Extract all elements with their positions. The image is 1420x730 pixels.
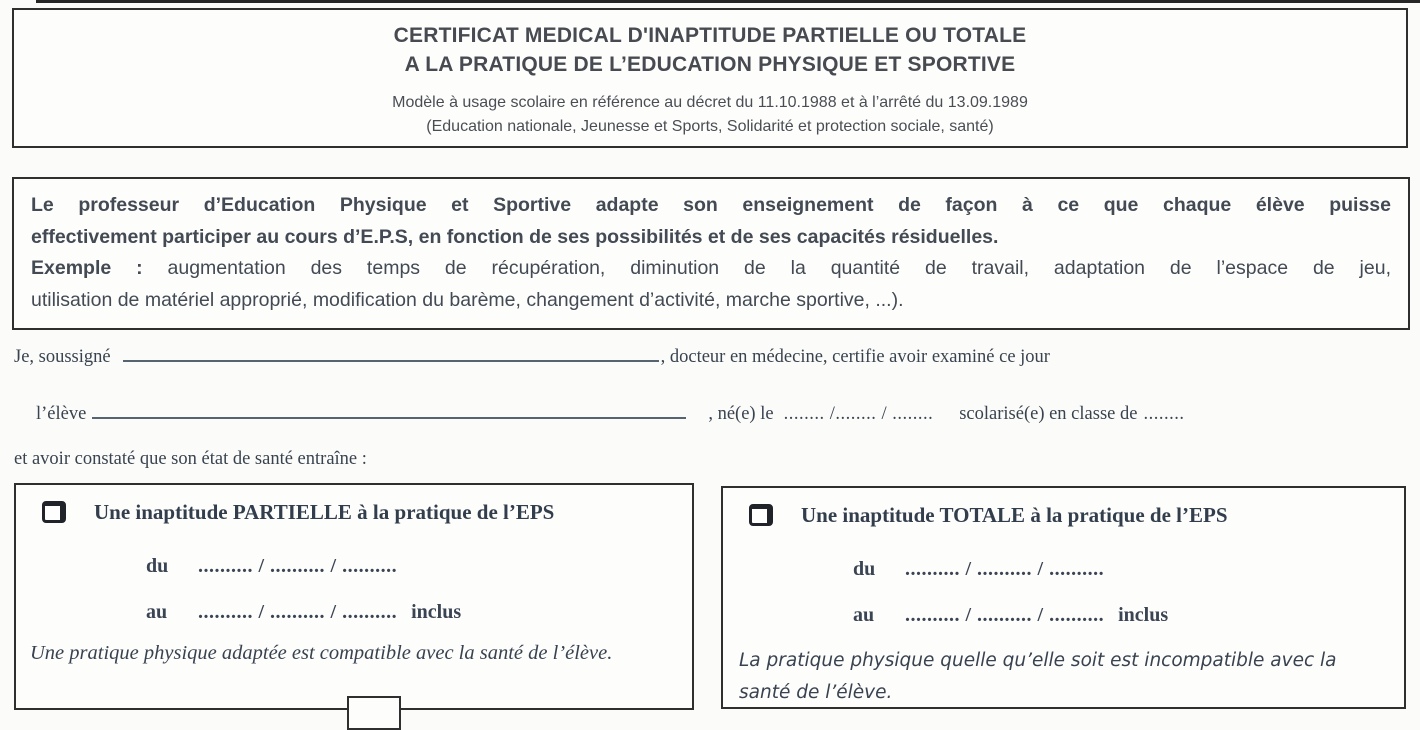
partial-inaptitude-checkbox[interactable] <box>42 501 66 523</box>
doctor-name-field[interactable] <box>123 347 659 362</box>
declaration-health-line: et avoir constaté que son état de santé entraîne : <box>14 449 367 469</box>
partial-au-label: au <box>146 601 168 623</box>
total-inaptitude-box <box>721 486 1406 709</box>
student-name-field[interactable] <box>92 404 686 419</box>
certificate-title-line1: CERTIFICAT MEDICAL D'INAPTITUDE PARTIELLE OU TOTALE <box>393 24 1027 47</box>
certificate-subtitle <box>14 91 1406 139</box>
partial-start-date-field[interactable]: .......... / .......... / .......... <box>198 555 398 577</box>
class-field[interactable]: ........ <box>1143 404 1185 424</box>
declaration-doctor-line <box>14 347 1050 368</box>
notice-line1: Le professeur d’Education Physique et Sportive adapte son enseignement de façon à ce que chaque élève puisse <box>31 194 1391 216</box>
example-text: augmentation des temps de récupération, diminution de la quantité de travail, adaptation de l’espace de jeu, <box>167 257 1391 279</box>
notice-line4: utilisation de matériel approprié, modification du barème, changement d’activité, marche sportive, ...). <box>31 288 904 311</box>
doctor-line-suffix: , docteur en médecine, certifie avoir examiné ce jour <box>660 347 1050 367</box>
partial-inaptitude-box <box>14 483 694 710</box>
partial-end-date-field[interactable]: .......... / .......... / .......... <box>198 601 398 623</box>
partial-inaptitude-heading: Une inaptitude PARTIELLE à la pratique de l’EPS <box>94 500 555 524</box>
declaration-student-line <box>36 404 1184 425</box>
total-start-date-line <box>853 558 1104 581</box>
student-line-prefix: l’élève <box>36 404 87 424</box>
total-inaptitude-note: La pratique physique quelle qu’elle soit est incompatible avec la santé de l’élève. <box>739 650 1337 703</box>
partial-end-date-line <box>146 601 461 624</box>
partial-inclus-label: inclus <box>411 601 462 623</box>
doctor-line-prefix: Je, soussigné <box>14 347 111 367</box>
scan-artifact-line <box>36 0 1420 3</box>
certificate-subtitle-line2: (Education nationale, Jeunesse et Sports, Solidarité et protection sociale, santé) <box>426 118 994 135</box>
class-label: scolarisé(e) en classe de <box>959 404 1138 424</box>
total-end-date-line <box>853 604 1168 627</box>
notice-line3 <box>31 253 1391 285</box>
header-box <box>12 8 1408 148</box>
birthdate-label: , né(e) le <box>708 404 774 424</box>
total-end-date-field[interactable]: .......... / .......... / .......... <box>905 604 1105 626</box>
birthdate-field[interactable]: ........ /........ / ........ <box>783 404 934 424</box>
example-label: Exemple : <box>31 257 143 279</box>
certificate-title-line2: A LA PRATIQUE DE L’EDUCATION PHYSIQUE ET SPORTIVE <box>404 53 1016 76</box>
total-start-date-field[interactable]: .......... / .......... / .......... <box>905 558 1105 580</box>
total-inaptitude-heading: Une inaptitude TOTALE à la pratique de l’EPS <box>801 503 1228 527</box>
total-inclus-label: inclus <box>1118 604 1169 626</box>
partial-start-date-line <box>146 555 397 578</box>
certificate-subtitle-line1: Modèle à usage scolaire en référence au décret du 11.10.1988 et à l’arrêté du 13.09.1989 <box>392 94 1028 111</box>
adaptation-notice-box <box>12 177 1410 330</box>
partial-inaptitude-note: Une pratique physique adaptée est compatible avec la santé de l’élève. <box>30 642 613 664</box>
connector-tab-box <box>347 696 401 730</box>
total-du-label: du <box>853 558 876 580</box>
total-au-label: au <box>853 604 875 626</box>
notice-line2: effectivement participer au cours d’E.P.S, en fonction de ses possibilités et de ses capacités résiduelles. <box>31 225 999 248</box>
partial-du-label: du <box>146 555 169 577</box>
total-inaptitude-checkbox[interactable] <box>749 504 773 526</box>
